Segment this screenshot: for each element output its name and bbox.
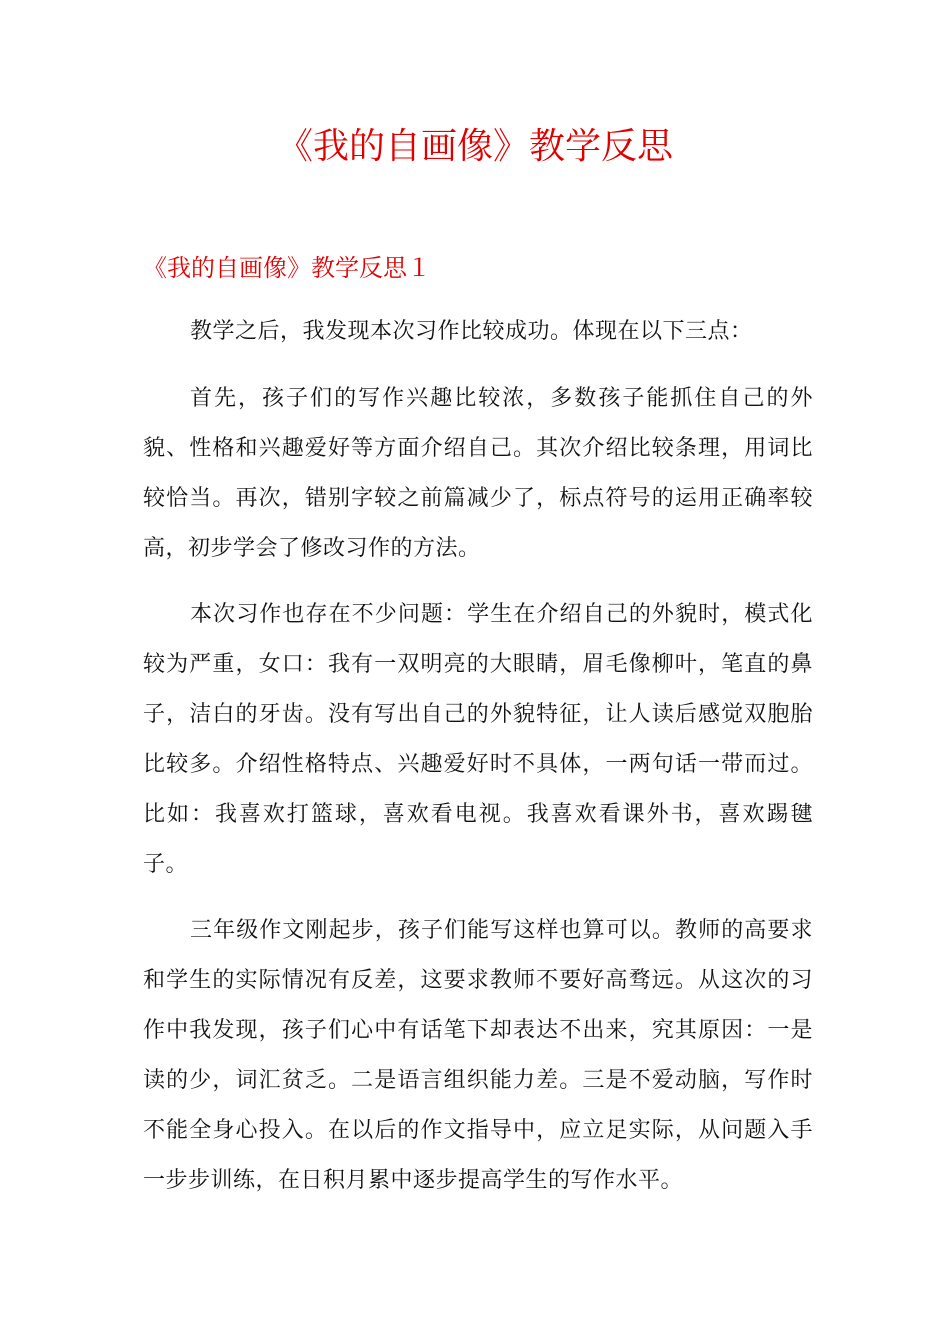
paragraph-reflection: 三年级作文刚起步，孩子们能写这样也算可以。教师的高要求和学生的实际情况有反差，这要求教师不要好高骛远。从这次的习作中我发现，孩子们心中有话笔下却表达不出来，究其原因：一是读的少，词汇贫乏。二是语言组织能力差。三是不爱动脑，写作时不能全身心投入。在以后的作文指导中，应立足实际，从问题入手一步步训练，在日积月累中逐步提高学生的写作水平。 xyxy=(143,918,813,1193)
paragraph-strengths: 首先，孩子们的写作兴趣比较浓，多数孩子能抓住自己的外貌、性格和兴趣爱好等方面介绍自己。其次介绍比较条理，用词比较恰当。再次，错别字较之前篇减少了，标点符号的运用正确率较高，初步学会了修改习作的方法。 xyxy=(143,386,813,561)
document-title: 《我的自画像》教学反思 xyxy=(276,126,673,167)
paragraph-problems: 本次习作也存在不少问题：学生在介绍自己的外貌时，模式化较为严重，女口：我有一双明亮的大眼睛，眉毛像柳叶，笔直的鼻子，洁白的牙齿。没有写出自己的外貌特征，让人读后感觉双胞胎比较多。介绍性格特点、兴趣爱好时不具体，一两句话一带而过。比如：我喜欢打篮球，喜欢看电视。我喜欢看课外书，喜欢踢毽子。 xyxy=(143,602,813,877)
paragraph-intro: 教学之后，我发现本次习作比较成功。体现在以下三点： xyxy=(190,319,753,344)
section-heading: 《我的自画像》教学反思１ xyxy=(143,254,431,282)
